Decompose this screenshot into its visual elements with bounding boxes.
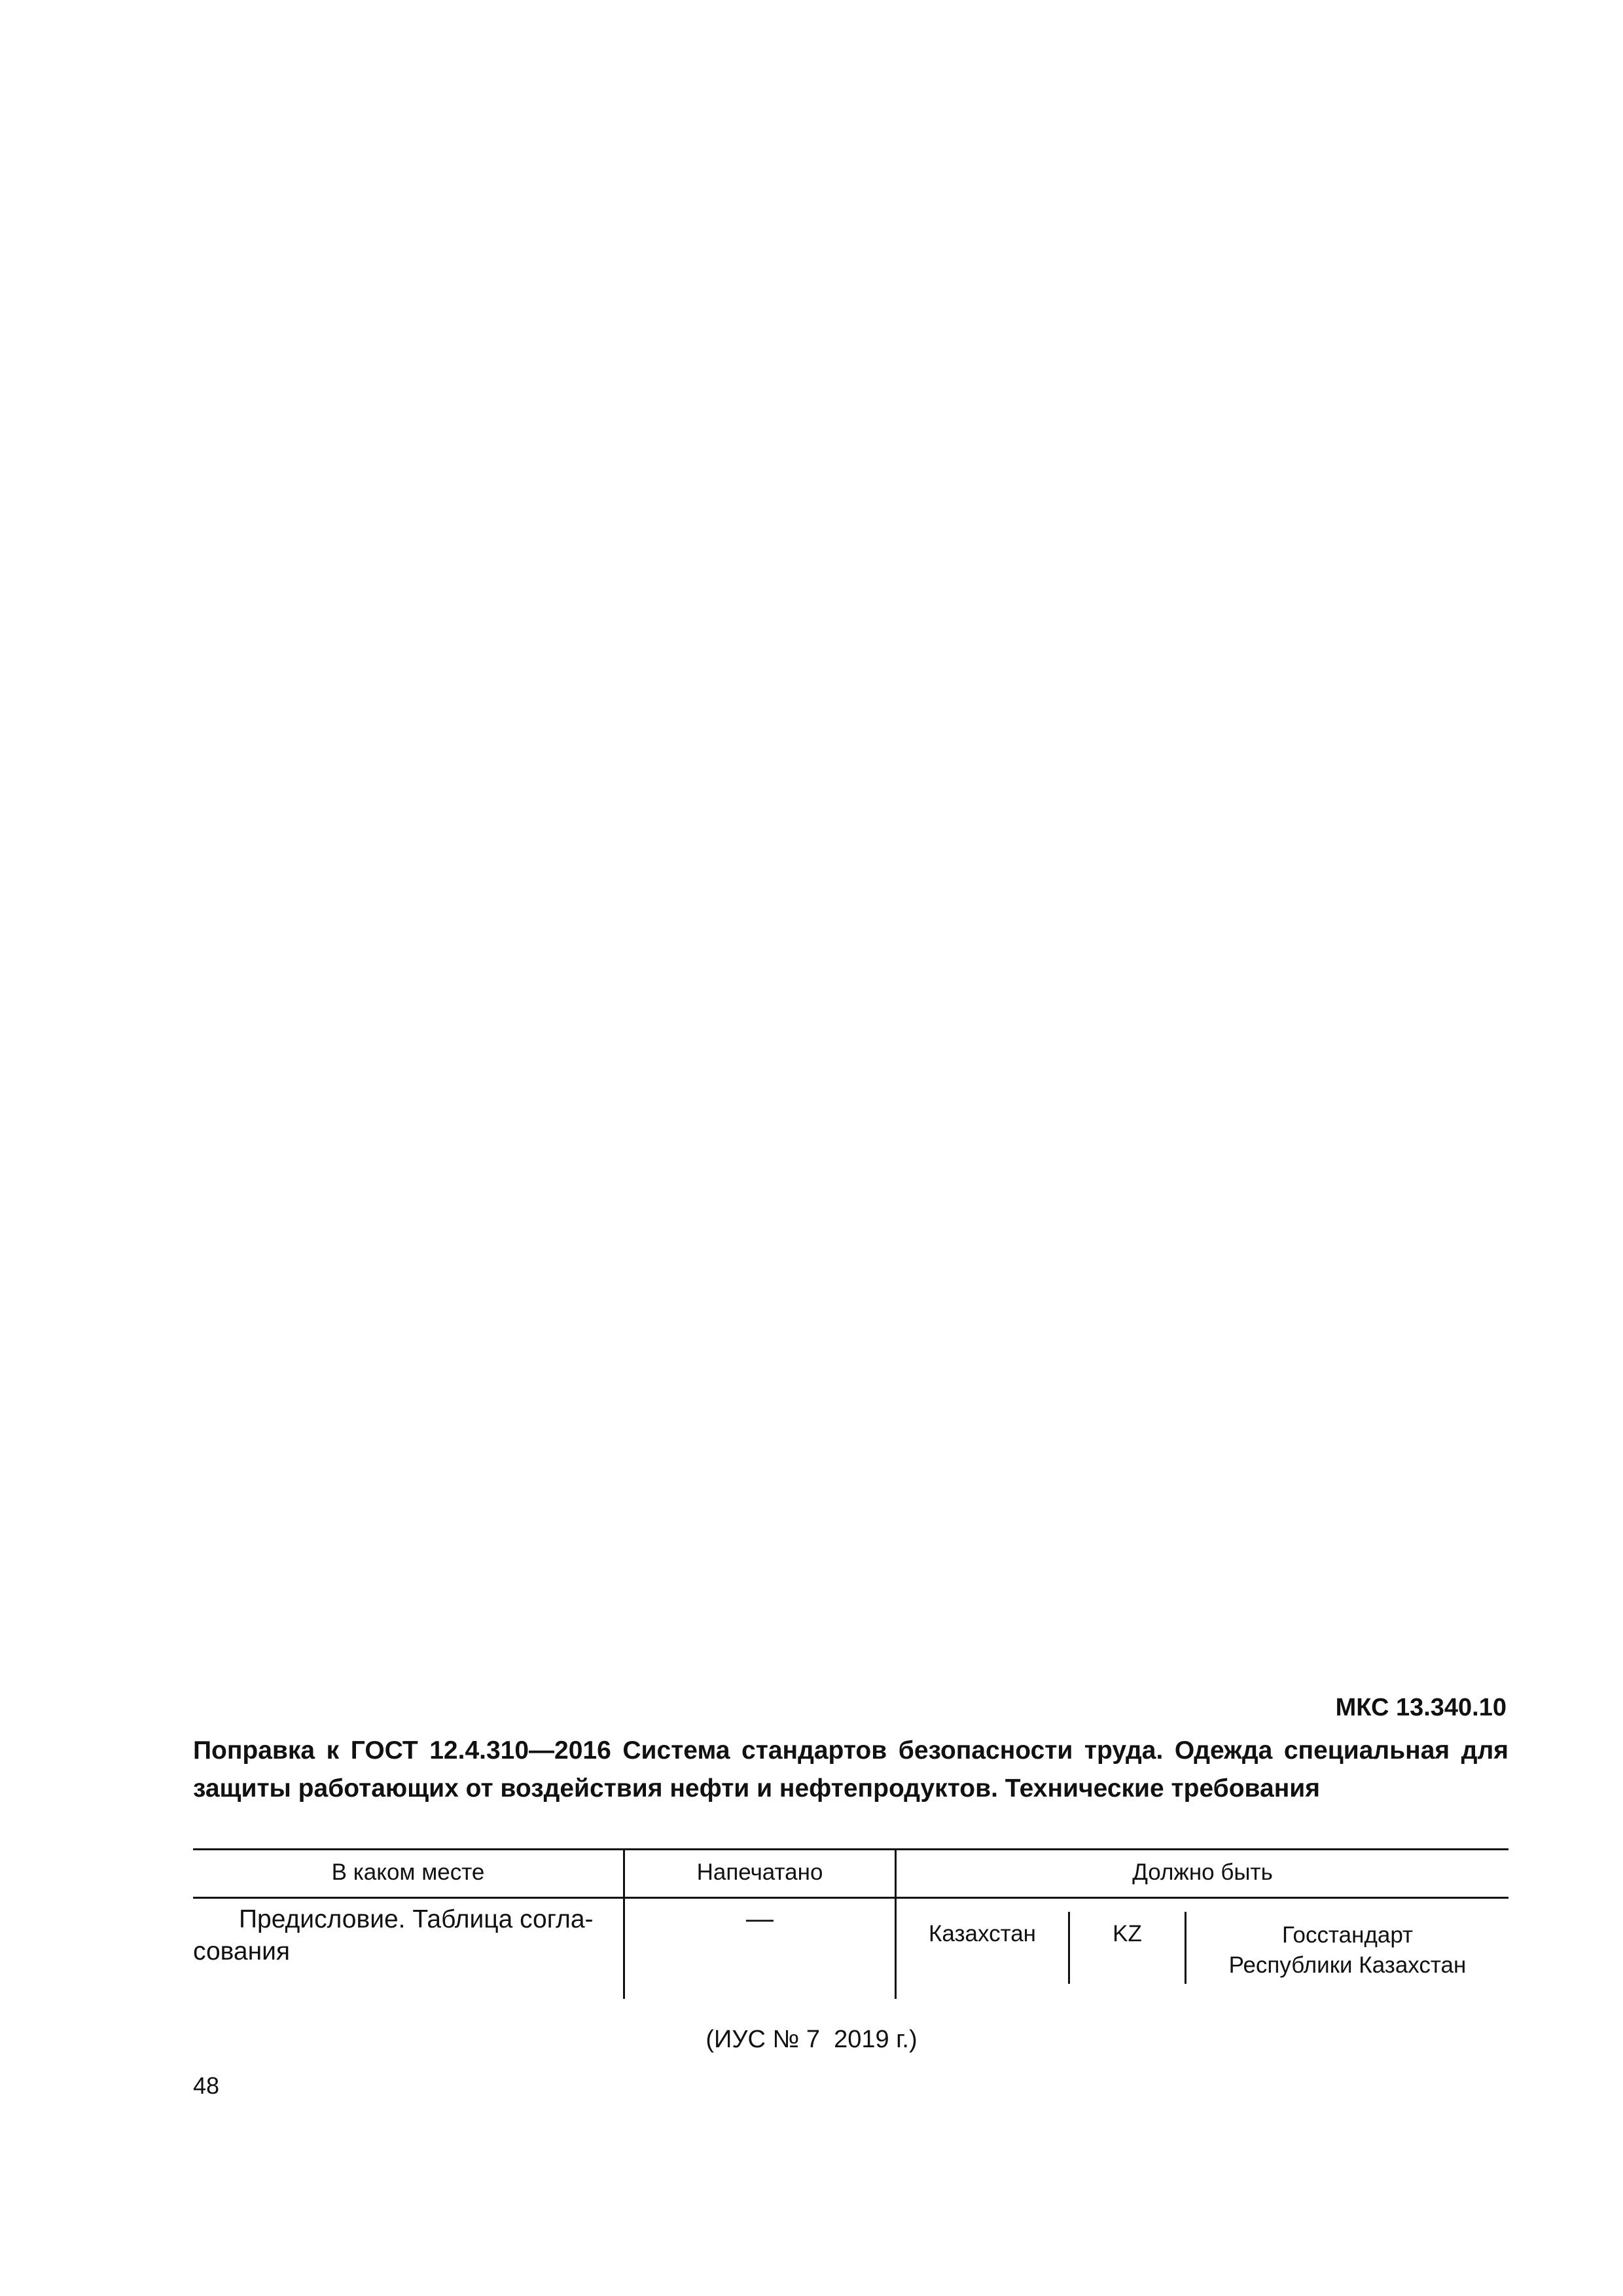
row-where-line: Предисловие. Таблица согла- [239,1905,594,1933]
row-body-line: Госстандарт [1281,1922,1414,1948]
mks-code: МКС 13.340.10 [1335,1694,1507,1721]
header-where: В каком месте [331,1859,485,1885]
row-where-cell [193,1903,618,1967]
corrections-table [193,1848,1508,1999]
row-body-cell [1186,1920,1508,1981]
row-printed-cell: — [746,1903,774,1933]
header-printed: Напечатано [696,1859,823,1885]
row-where-line: сования [193,1937,291,1965]
row-body-line: Республики Казахстан [1228,1952,1467,1978]
amendment-title: Поправка к ГОСТ 12.4.310—2016 Система стандартов безопасности труда. Одежда специальная для защиты работающих от воздействия нефти и нефтепродуктов. Технические требования [193,1736,1508,1803]
row-country-cell: Казахстан [928,1921,1036,1946]
issue-reference: (ИУС № 7 2019 г.) [705,2026,918,2053]
table-header-rule [193,1897,1508,1899]
page-number: 48 [193,2072,220,2099]
row-code-cell: KZ [1113,1921,1142,1946]
header-should-be: Должно быть [1132,1859,1273,1885]
